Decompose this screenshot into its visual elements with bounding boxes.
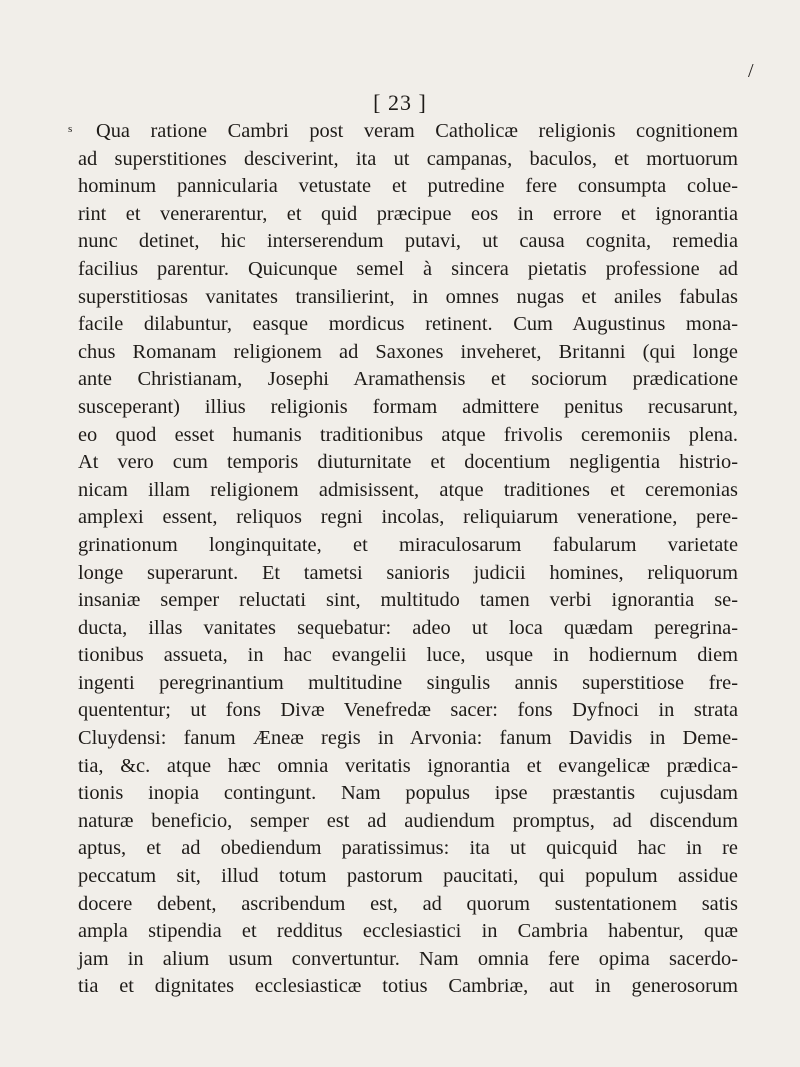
text-line: superstitiosas vanitates transilierint, in omnes nugas et aniles fabulas: [78, 285, 738, 308]
text-line: ingenti peregrinantium multitudine singulis annis superstitiose fre-: [78, 671, 738, 694]
text-line: tionis inopia contingunt. Nam populus ipse præstantis cujusdam: [78, 782, 738, 805]
text-line: susceperant) illius religionis formam admittere penitus recusarunt,: [78, 395, 738, 418]
text-line: Cluydensi: fanum Æneæ regis in Arvonia: fanum Davidis in Deme-: [78, 727, 738, 750]
text-line: ampla stipendia et redditus ecclesiastici in Cambria habentur, quæ: [78, 920, 738, 943]
text-line: nicam illam religionem admisissent, atque traditiones et ceremonias: [78, 478, 738, 501]
footnote-marker: s: [68, 123, 73, 135]
text-line: quententur; ut fons Divæ Venefredæ sacer: fons Dyfnoci in strata: [78, 699, 738, 722]
page-number: [ 23 ]: [373, 90, 427, 115]
text-line: peccatum sit, illud totum pastorum paucitati, qui populum assidue: [78, 865, 738, 888]
text-line: naturæ beneficio, semper est ad audiendum promptus, ad discendum: [78, 809, 738, 832]
text-line: nunc detinet, hic interserendum putavi, ut causa cognita, remedia: [78, 230, 738, 253]
text-line: docere debent, ascribendum est, ad quorum sustentationem satis: [78, 892, 738, 915]
text-line: tia, &c. atque hæc omnia veritatis ignorantia et evangelicæ prædica-: [78, 754, 738, 777]
text-line: rint et venerarentur, et quid præcipue eos in errore et ignorantia: [78, 202, 738, 225]
text-line: facile dilabuntur, easque mordicus retinent. Cum Augustinus mona-: [78, 313, 738, 336]
text-line: chus Romanam religionem ad Saxones inveheret, Britanni (qui longe: [78, 340, 738, 363]
text-line: insaniæ semper reluctati sint, multitudo tamen verbi ignorantia se-: [78, 589, 738, 612]
text-line: facilius parentur. Quicunque semel à sincera pietatis professione ad: [78, 257, 738, 280]
text-line: aptus, et ad obediendum paratissimus: ita ut quicquid hac in re: [78, 837, 738, 860]
text-line: longe superarunt. Et tametsi sanioris judicii homines, reliquorum: [78, 561, 738, 584]
text-line: jam in alium usum convertuntur. Nam omnia fere opima sacerdo-: [78, 947, 738, 970]
text-line: ante Christianam, Josephi Aramathensis et sociorum prædicatione: [78, 368, 738, 391]
text-line: tionibus assueta, in hac evangelii luce, usque in hodiernum diem: [78, 644, 738, 667]
text-line: Qua ratione Cambri post veram Catholicæ religionis cognitionem: [96, 120, 738, 142]
body-paragraph: [68, 118, 738, 1001]
text-line: hominum pannicularia vetustate et putredine fere consumpta colue-: [78, 175, 738, 198]
text-line: ducta, illas vanitates sequebatur: adeo ut loca quædam peregrina-: [78, 616, 738, 639]
text-line: tia et dignitates ecclesiasticæ totius Cambriæ, aut in generosorum: [78, 975, 738, 998]
text-line: amplexi essent, reliquos regni incolas, reliquiarum veneratione, pere-: [78, 506, 738, 529]
text-line: At vero cum temporis diuturnitate et docentium negligentia histrio-: [78, 451, 738, 474]
text-line: ad superstitiones desciverint, ita ut campanas, baculos, et mortuorum: [78, 147, 738, 170]
text-line: eo quod esset humanis traditionibus atque frivolis ceremoniis plena.: [78, 423, 738, 446]
text-line: grinationum longinquitate, et miraculosarum fabularum varietate: [78, 533, 738, 556]
margin-mark: /: [748, 60, 754, 82]
